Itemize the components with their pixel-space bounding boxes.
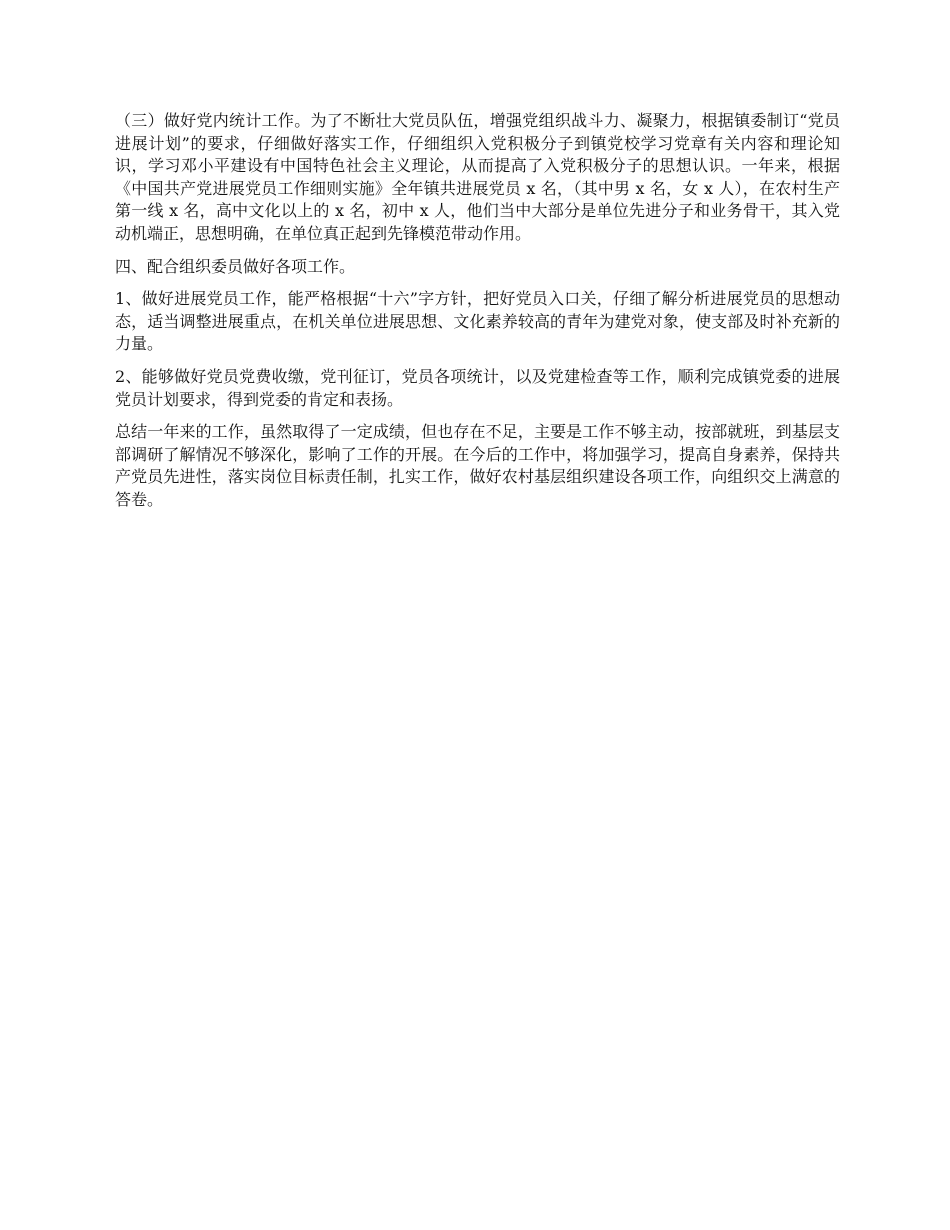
paragraph-summary: 总结一年来的工作，虽然取得了一定成绩，但也存在不足，主要是工作不够主动，按部就班，到基层支部调研了解情况不够深化，影响了工作的开展。在今后的工作中，将加强学习，提高自身素养，保持共产党员先进性，落实岗位目标责任制，扎实工作，做好农村基层组织建设各项工作，向组织交上满意的答卷。 <box>115 422 840 509</box>
paragraph-item-1: 1、做好进展党员工作，能严格根据“十六”字方针，把好党员入口关，仔细了解分析进展党员的思想动态，适当调整进展重点，在机关单位进展思想、文化素养较高的青年为建党对象，使支部及时补充新的力量。 <box>115 289 840 354</box>
section-heading-four: 四、配合组织委员做好各项工作。 <box>115 256 356 276</box>
paragraph-party-statistics: （三）做好党内统计工作。为了不断壮大党员队伍，增强党组织战斗力、凝聚力，根据镇委制订“党员进展计划”的要求，仔细做好落实工作，仔细组织入党积极分子到镇党校学习党章有关内容和理论知识，学习邓小平建设有中国特色社会主义理论，从而提高了入党积极分子的思想认识。一年来，根据《中国共产党进展党员工作细则实施》全年镇共进展党员 x 名，（其中男 x 名，女 x 人），在农村生产第一线 x 名，高中文化以上的 x 名，初中 x 人，他们当中大部分是单位先进分子和业务骨干，其入党动机端正，思想明确，在单位真正起到先锋模范带动作用。 <box>115 111 840 243</box>
paragraph-item-2: 2、能够做好党员党费收缴，党刊征订，党员各项统计，以及党建检查等工作，顺利完成镇党委的进展党员计划要求，得到党委的肯定和表扬。 <box>115 366 840 409</box>
document-page <box>115 110 840 522</box>
